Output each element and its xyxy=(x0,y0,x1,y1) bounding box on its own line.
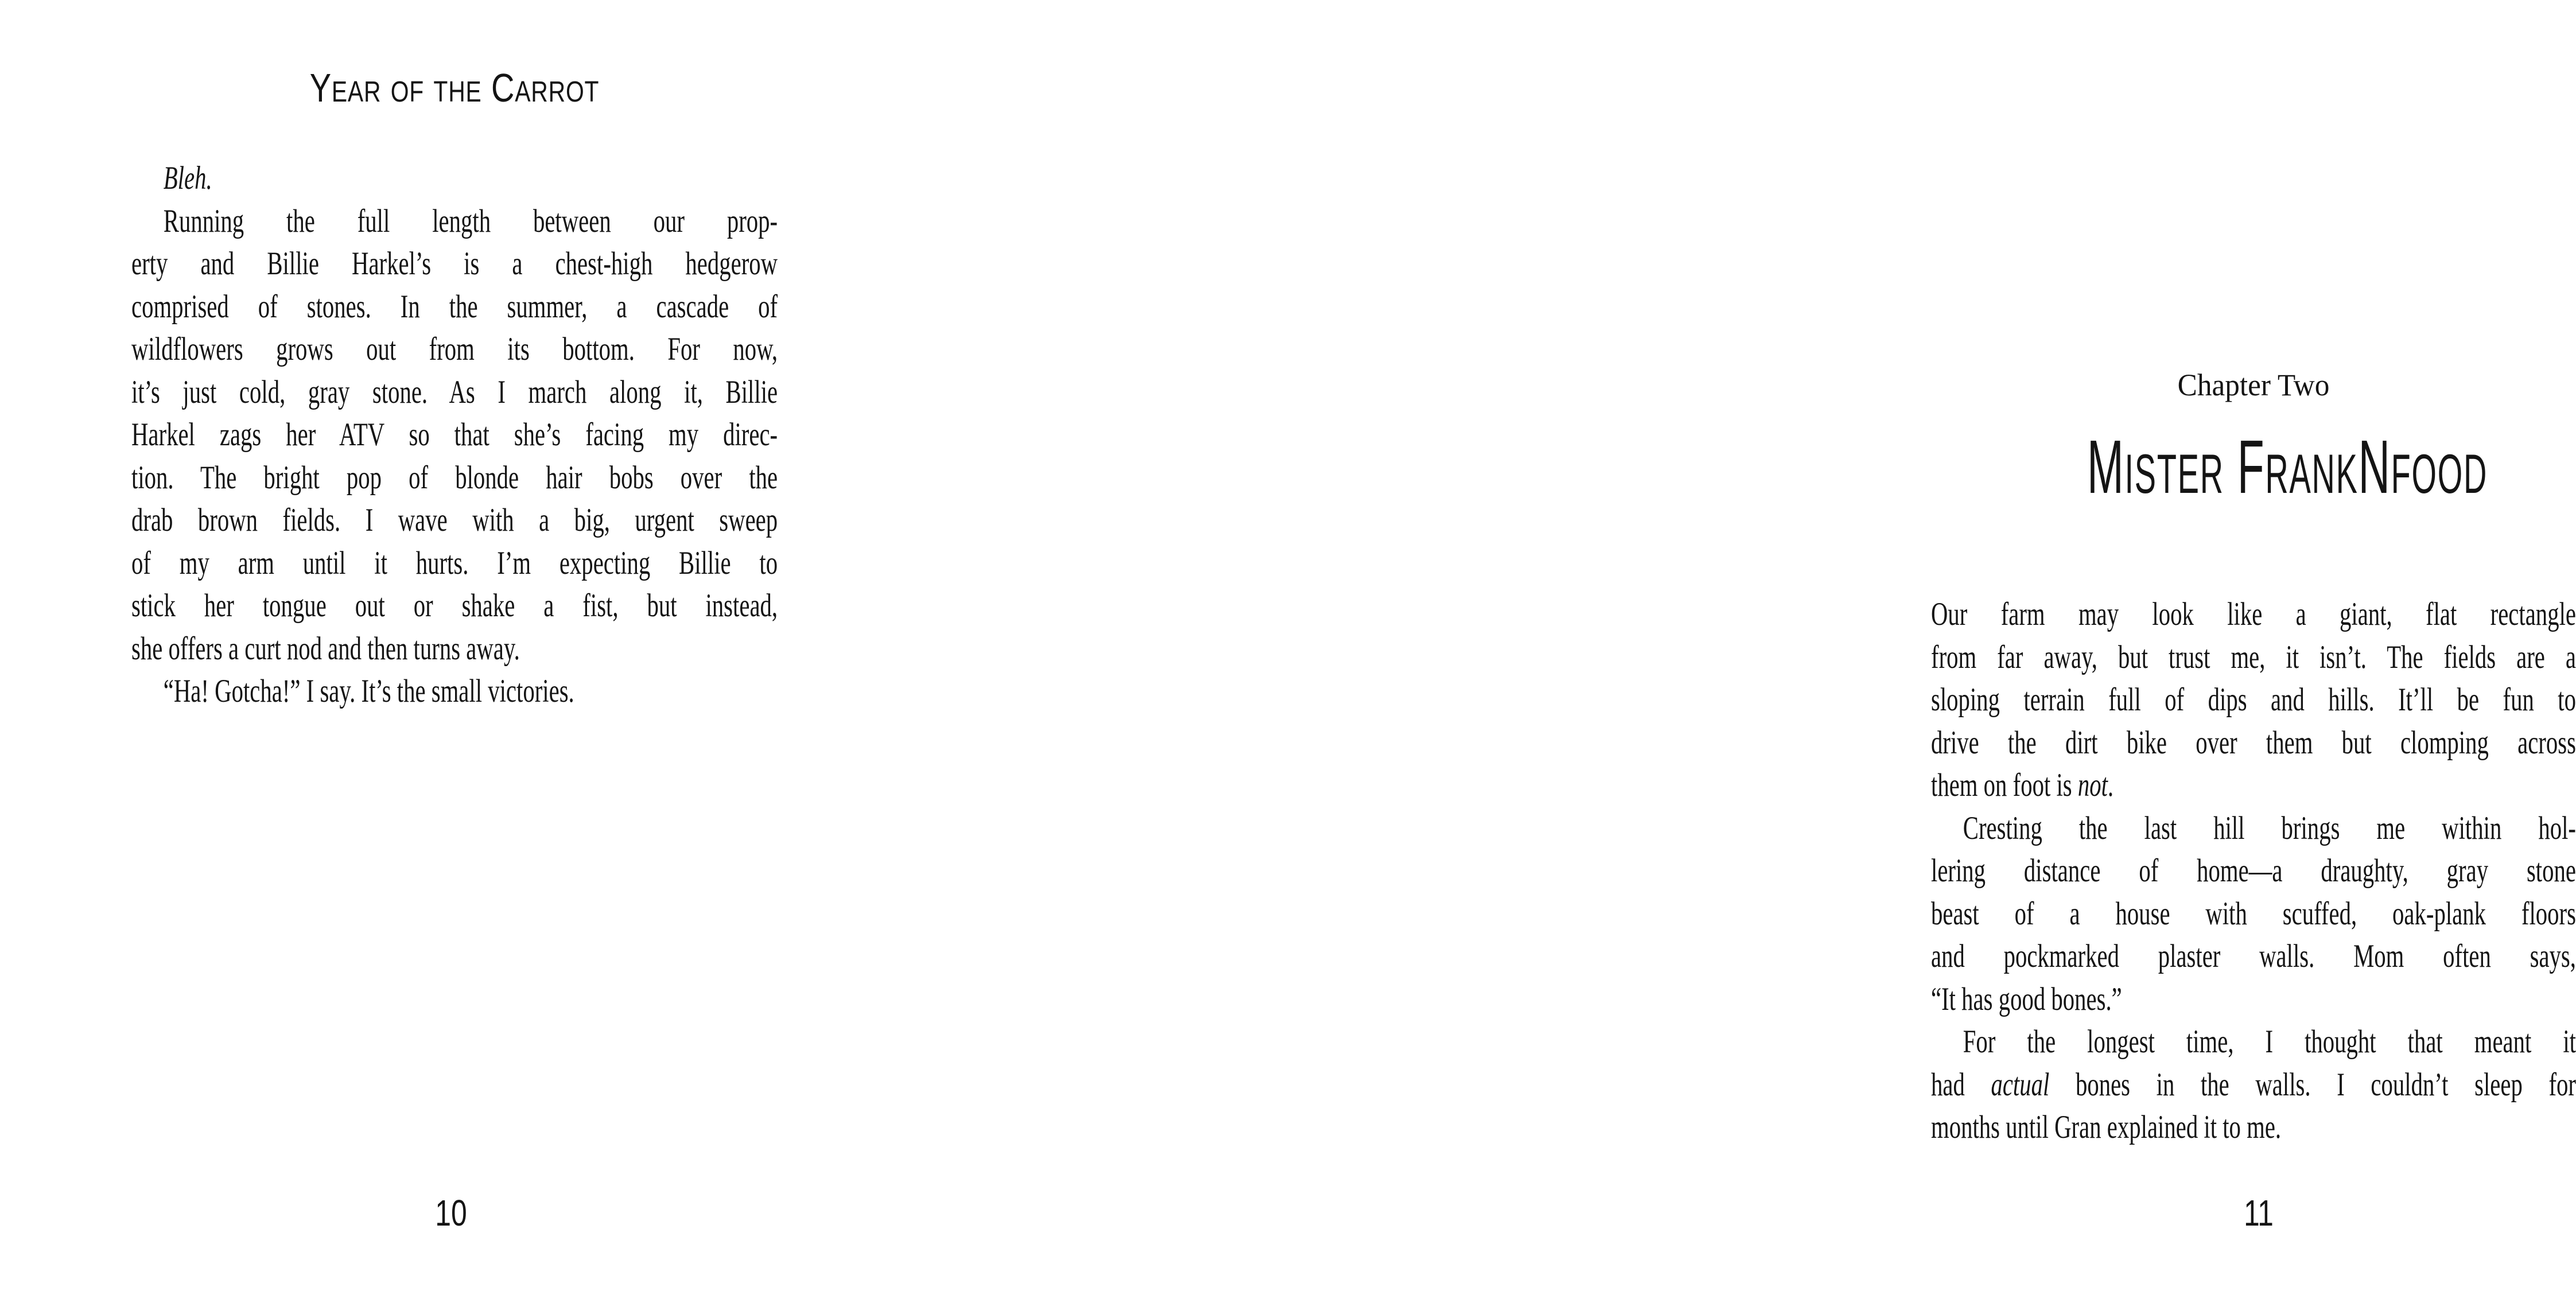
text-line: sloping terrain full of dips and hills. It’ll be fun to xyxy=(1931,682,2576,718)
page-right xyxy=(904,0,2576,1291)
page-left xyxy=(0,0,904,1291)
text-line: Running the full length between our prop- xyxy=(163,203,778,239)
text-line: had actual bones in the walls. I couldn’t sleep for xyxy=(1931,1066,2576,1103)
left-page-text xyxy=(131,157,778,713)
text-line: drab brown fields. I wave with a big, urgent sweep xyxy=(131,502,778,538)
text-line: Bleh. xyxy=(163,160,212,196)
text-line: of my arm until it hurts. I’m expecting Billie to xyxy=(131,545,778,581)
text-line: “It has good bones.” xyxy=(1931,981,2122,1017)
text-line: “Ha! Gotcha!” I say. It’s the small victories. xyxy=(163,673,574,709)
chapter-title: MISTER FRANKNFOOD xyxy=(2087,425,2488,509)
page-number-right: 11 xyxy=(2244,1192,2274,1234)
text-line: wildflowers grows out from its bottom. For now, xyxy=(131,331,778,367)
text-line: and pockmarked plaster walls. Mom often says, xyxy=(1931,938,2576,974)
right-page-text xyxy=(1931,593,2576,1149)
text-line: Our farm may look like a giant, flat rectangle xyxy=(1931,596,2576,632)
text-line: she offers a curt nod and then turns away. xyxy=(131,630,520,667)
text-line: erty and Billie Harkel’s is a chest-high hedgerow xyxy=(131,246,778,282)
text-line: them on foot is not. xyxy=(1931,767,2114,803)
text-line: tion. The bright pop of blonde hair bobs over the xyxy=(131,459,778,496)
text-line: beast of a house with scuffed, oak-plank floors xyxy=(1931,895,2576,932)
text-line: lering distance of home—a draughty, gray stone xyxy=(1931,853,2576,889)
text-line: stick her tongue out or shake a fist, but instead, xyxy=(131,588,778,624)
text-line: drive the dirt bike over them but clomping across xyxy=(1931,724,2576,761)
page-number-left: 10 xyxy=(435,1192,467,1234)
running-header: YEAR OF THE CARROT xyxy=(309,65,600,110)
text-line: months until Gran explained it to me. xyxy=(1931,1109,2282,1145)
text-line: it’s just cold, gray stone. As I march along it, Billie xyxy=(131,374,778,410)
text-line: comprised of stones. In the summer, a cascade of xyxy=(131,288,778,325)
text-line: from far away, but trust me, it isn’t. The fields are a xyxy=(1931,639,2576,675)
text-line: For the longest time, I thought that meant it xyxy=(1963,1024,2576,1060)
text-line: Harkel zags her ATV so that she’s facing my direc- xyxy=(131,417,778,453)
chapter-label: Chapter Two xyxy=(2177,368,2330,402)
text-line: Cresting the last hill brings me within hol- xyxy=(1963,810,2576,846)
